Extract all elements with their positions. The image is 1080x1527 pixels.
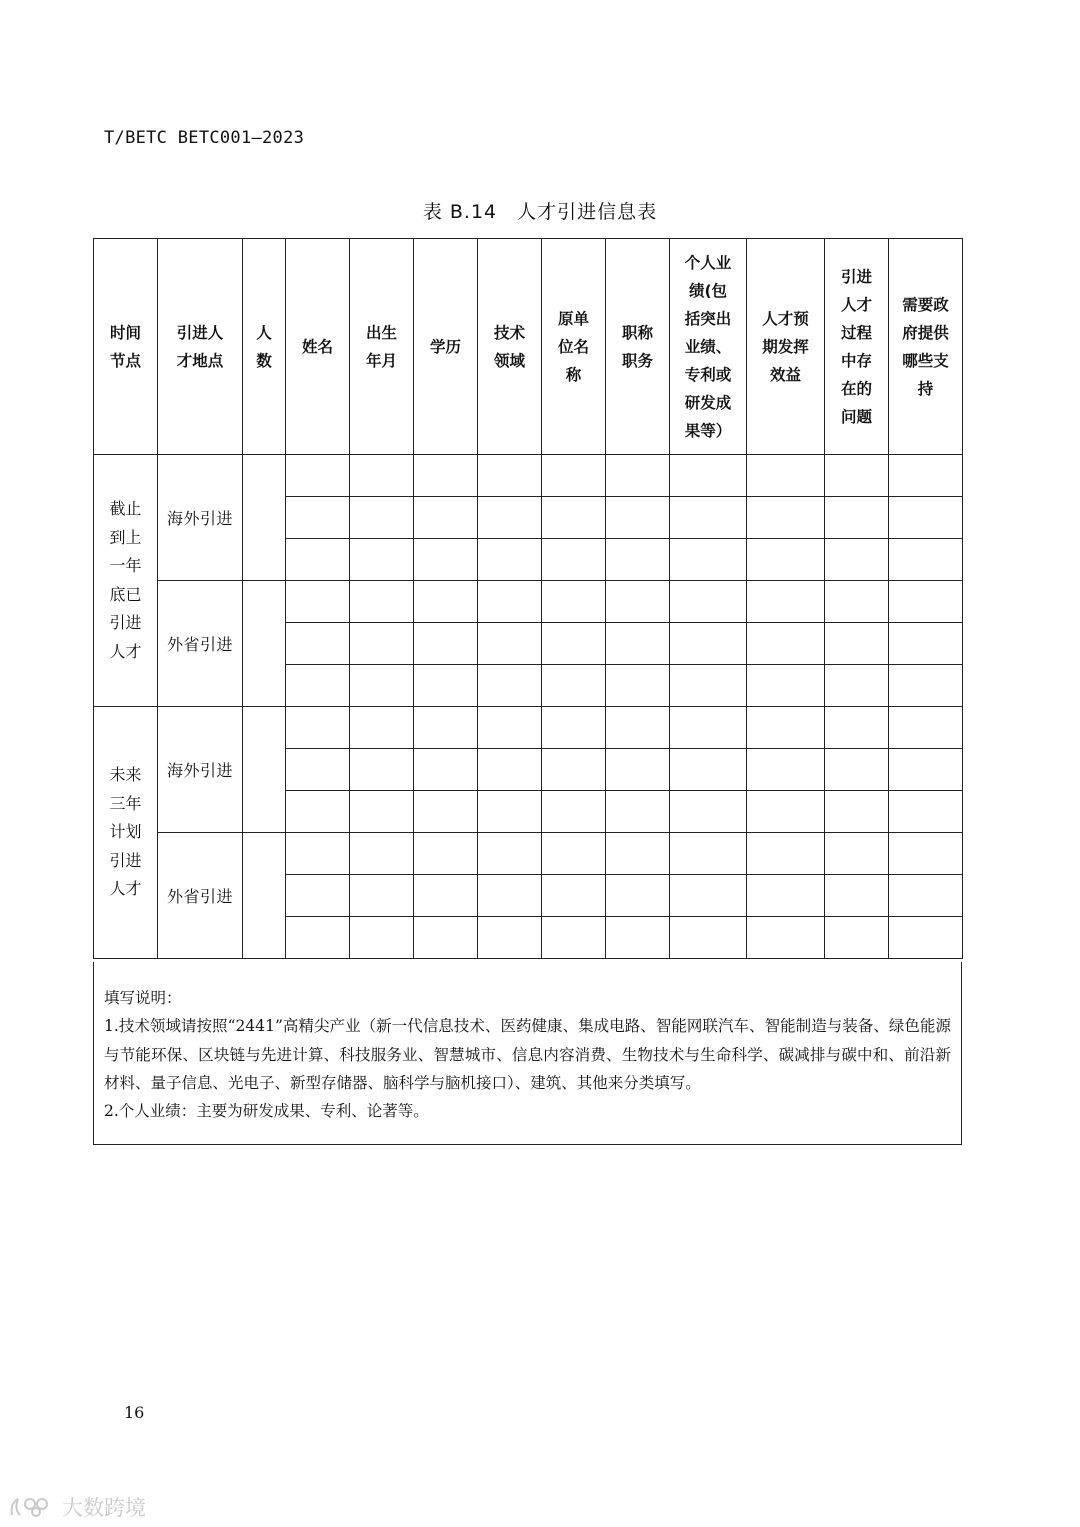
origin-cell <box>158 833 243 959</box>
empty-cell[interactable] <box>670 833 747 875</box>
empty-cell[interactable] <box>542 497 606 539</box>
empty-cell[interactable] <box>889 665 963 707</box>
empty-cell[interactable] <box>414 665 478 707</box>
table-row <box>94 833 963 875</box>
col-header-birth: 出生年月 <box>350 239 414 455</box>
document-code: T/BETC BETC001—2023 <box>104 128 305 148</box>
empty-cell[interactable] <box>414 623 478 665</box>
empty-cell[interactable] <box>670 497 747 539</box>
empty-cell[interactable] <box>825 497 889 539</box>
count-cell[interactable] <box>243 581 286 707</box>
origin-cell <box>158 581 243 707</box>
empty-cell[interactable] <box>286 707 350 749</box>
empty-cell[interactable] <box>286 833 350 875</box>
empty-cell[interactable] <box>478 539 542 581</box>
empty-cell[interactable] <box>286 623 350 665</box>
col-header-gov-support: 需要政府提供哪些支持 <box>889 239 963 455</box>
col-header-title-position: 职称职务 <box>606 239 670 455</box>
empty-cell[interactable] <box>889 455 963 497</box>
origin-label: 外省引进 <box>166 887 233 906</box>
empty-cell[interactable] <box>670 665 747 707</box>
empty-cell[interactable] <box>747 623 825 665</box>
logo-icon <box>8 1495 58 1519</box>
empty-cell[interactable] <box>606 623 670 665</box>
empty-cell[interactable] <box>542 707 606 749</box>
empty-cell[interactable] <box>825 539 889 581</box>
col-header-time-node: 时间节点 <box>94 239 158 455</box>
empty-cell[interactable] <box>286 749 350 791</box>
empty-cell[interactable] <box>747 539 825 581</box>
empty-cell[interactable] <box>286 581 350 623</box>
empty-cell[interactable] <box>414 833 478 875</box>
empty-cell[interactable] <box>542 665 606 707</box>
empty-cell[interactable] <box>889 833 963 875</box>
notes-heading: 填写说明： <box>104 989 182 1007</box>
empty-cell[interactable] <box>414 875 478 917</box>
empty-cell[interactable] <box>825 749 889 791</box>
empty-cell[interactable] <box>670 875 747 917</box>
empty-cell[interactable] <box>825 791 889 833</box>
empty-cell[interactable] <box>889 749 963 791</box>
empty-cell[interactable] <box>478 749 542 791</box>
empty-cell[interactable] <box>478 875 542 917</box>
empty-cell[interactable] <box>414 791 478 833</box>
empty-cell[interactable] <box>542 581 606 623</box>
empty-cell[interactable] <box>350 539 414 581</box>
fill-instructions <box>93 962 962 1145</box>
empty-cell[interactable] <box>286 455 350 497</box>
empty-cell[interactable] <box>825 665 889 707</box>
origin-cell <box>158 455 243 581</box>
col-header-expected-benefit: 人才预期发挥效益 <box>747 239 825 455</box>
empty-cell[interactable] <box>478 833 542 875</box>
empty-cell[interactable] <box>606 539 670 581</box>
table-body <box>94 455 963 959</box>
table-row <box>94 581 963 623</box>
empty-cell[interactable] <box>414 539 478 581</box>
empty-cell[interactable] <box>350 455 414 497</box>
empty-cell[interactable] <box>542 539 606 581</box>
origin-label: 海外引进 <box>166 761 233 780</box>
empty-cell[interactable] <box>670 539 747 581</box>
empty-cell[interactable] <box>286 539 350 581</box>
empty-cell[interactable] <box>606 497 670 539</box>
talent-info-table <box>93 238 963 959</box>
empty-cell[interactable] <box>286 497 350 539</box>
empty-cell[interactable] <box>825 455 889 497</box>
empty-cell[interactable] <box>825 833 889 875</box>
col-header-field: 技术领域 <box>478 239 542 455</box>
empty-cell[interactable] <box>542 875 606 917</box>
empty-cell[interactable] <box>286 665 350 707</box>
empty-cell[interactable] <box>825 623 889 665</box>
empty-cell[interactable] <box>670 749 747 791</box>
empty-cell[interactable] <box>747 455 825 497</box>
empty-cell[interactable] <box>414 455 478 497</box>
empty-cell[interactable] <box>286 917 350 959</box>
header-row <box>94 239 963 455</box>
empty-cell[interactable] <box>478 455 542 497</box>
empty-cell[interactable] <box>478 497 542 539</box>
empty-cell[interactable] <box>747 749 825 791</box>
empty-cell[interactable] <box>350 665 414 707</box>
empty-cell[interactable] <box>747 791 825 833</box>
col-header-problems: 引进人才过程中存在的问题 <box>825 239 889 455</box>
empty-cell[interactable] <box>825 917 889 959</box>
empty-cell[interactable] <box>889 707 963 749</box>
empty-cell[interactable] <box>670 623 747 665</box>
notes-item-2: 2.个人业绩：主要为研发成果、专利、论著等。 <box>104 1102 429 1121</box>
empty-cell[interactable] <box>542 623 606 665</box>
empty-cell[interactable] <box>350 581 414 623</box>
period-cell <box>94 455 158 707</box>
empty-cell[interactable] <box>350 833 414 875</box>
empty-cell[interactable] <box>606 833 670 875</box>
period-cell <box>94 707 158 959</box>
origin-cell <box>158 707 243 833</box>
table-title: 表 B.14 人才引进信息表 <box>422 201 658 223</box>
notes-item-1: 1.技术领域请按照“2441”高精尖产业（新一代信息技术、医药健康、集成电路、智能网联汽车、智能制造与装备、绿色能源与节能环保、区块链与先进计算、科技服务业、智慧城市、信息内容消费、生物技术与生命科学、碳减排与碳中和、前沿新材料、量子信息、光电子、新型存储器、脑科学与脑机接口）、建筑、其他来分类填写。 <box>104 1017 951 1092</box>
empty-cell[interactable] <box>889 917 963 959</box>
empty-cell[interactable] <box>350 917 414 959</box>
empty-cell[interactable] <box>889 497 963 539</box>
col-header-education: 学历 <box>414 239 478 455</box>
empty-cell[interactable] <box>606 749 670 791</box>
empty-cell[interactable] <box>478 623 542 665</box>
empty-cell[interactable] <box>478 581 542 623</box>
empty-cell[interactable] <box>542 791 606 833</box>
empty-cell[interactable] <box>606 875 670 917</box>
empty-cell[interactable] <box>286 791 350 833</box>
empty-cell[interactable] <box>670 581 747 623</box>
empty-cell[interactable] <box>825 707 889 749</box>
origin-label: 外省引进 <box>166 635 233 654</box>
empty-cell[interactable] <box>670 917 747 959</box>
empty-cell[interactable] <box>414 917 478 959</box>
empty-cell[interactable] <box>414 497 478 539</box>
table-row <box>94 455 963 497</box>
empty-cell[interactable] <box>414 581 478 623</box>
col-header-count: 人数 <box>243 239 286 455</box>
empty-cell[interactable] <box>350 875 414 917</box>
watermark <box>8 1492 146 1522</box>
count-cell[interactable] <box>243 455 286 581</box>
period-label: 截止到上一年底已引进人才 <box>109 499 142 661</box>
empty-cell[interactable] <box>889 581 963 623</box>
period-label: 未来三年计划引进人才 <box>109 765 142 899</box>
empty-cell[interactable] <box>414 749 478 791</box>
empty-cell[interactable] <box>889 791 963 833</box>
col-header-name: 姓名 <box>286 239 350 455</box>
empty-cell[interactable] <box>825 875 889 917</box>
empty-cell[interactable] <box>350 749 414 791</box>
watermark-text: 大数跨境 <box>62 1496 146 1520</box>
origin-label: 海外引进 <box>166 509 233 528</box>
count-cell[interactable] <box>243 833 286 959</box>
empty-cell[interactable] <box>606 917 670 959</box>
empty-cell[interactable] <box>542 455 606 497</box>
empty-cell[interactable] <box>889 875 963 917</box>
empty-cell[interactable] <box>606 581 670 623</box>
empty-cell[interactable] <box>478 707 542 749</box>
col-header-achievements: 个人业绩(包括突出业绩、专利或研发成果等） <box>670 239 747 455</box>
empty-cell[interactable] <box>747 875 825 917</box>
empty-cell[interactable] <box>889 539 963 581</box>
col-header-former-employer: 原单位名称 <box>542 239 606 455</box>
empty-cell[interactable] <box>606 791 670 833</box>
empty-cell[interactable] <box>747 665 825 707</box>
empty-cell[interactable] <box>414 707 478 749</box>
empty-cell[interactable] <box>542 917 606 959</box>
empty-cell[interactable] <box>670 707 747 749</box>
empty-cell[interactable] <box>350 791 414 833</box>
empty-cell[interactable] <box>747 581 825 623</box>
empty-cell[interactable] <box>606 455 670 497</box>
table-row <box>94 707 963 749</box>
count-cell[interactable] <box>243 707 286 833</box>
empty-cell[interactable] <box>606 707 670 749</box>
empty-cell[interactable] <box>747 497 825 539</box>
col-header-location: 引进人才地点 <box>158 239 243 455</box>
empty-cell[interactable] <box>747 833 825 875</box>
empty-cell[interactable] <box>542 749 606 791</box>
empty-cell[interactable] <box>889 623 963 665</box>
empty-cell[interactable] <box>542 833 606 875</box>
empty-cell[interactable] <box>350 497 414 539</box>
empty-cell[interactable] <box>670 791 747 833</box>
empty-cell[interactable] <box>350 707 414 749</box>
empty-cell[interactable] <box>478 665 542 707</box>
page-number: 16 <box>124 1403 145 1422</box>
empty-cell[interactable] <box>825 581 889 623</box>
empty-cell[interactable] <box>747 707 825 749</box>
empty-cell[interactable] <box>478 791 542 833</box>
empty-cell[interactable] <box>670 455 747 497</box>
empty-cell[interactable] <box>350 623 414 665</box>
empty-cell[interactable] <box>606 665 670 707</box>
empty-cell[interactable] <box>747 917 825 959</box>
empty-cell[interactable] <box>478 917 542 959</box>
empty-cell[interactable] <box>286 875 350 917</box>
